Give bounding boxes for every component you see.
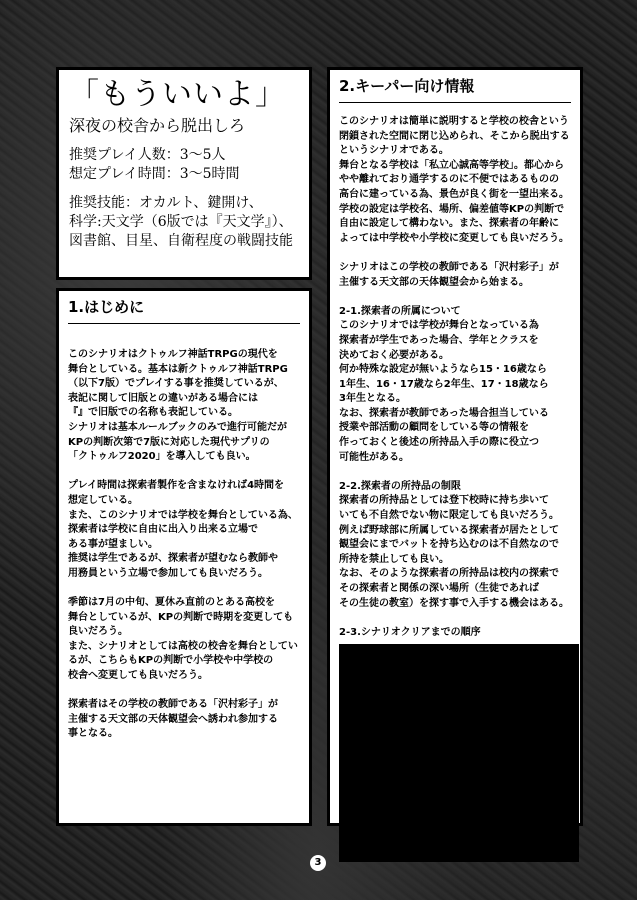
redacted-black-box bbox=[339, 644, 579, 862]
section-heading: 2.キーパー向け情報 bbox=[339, 76, 571, 103]
section-heading: 1.はじめに bbox=[68, 297, 300, 324]
section-keeper-info bbox=[327, 67, 583, 826]
recommended-skills-line-1: 推奨技能：オカルト、鍵開け、 bbox=[69, 195, 263, 211]
scenario-title: 「もういいよ」 bbox=[69, 77, 286, 112]
paragraph: 2-3.シナリオクリアまでの順序 bbox=[339, 626, 481, 638]
section-introduction bbox=[56, 288, 312, 826]
paragraph: 季節は7月の中旬、夏休み直前のとある高校を 舞台としているが、KPの判断で時期を変更しても 良いだろう。 また、シナリオとしては高校の校舎を舞台としてい るが、こちらもKPの判断で小学校や中学校の 校舎へ変更しても良いだろう。 bbox=[68, 597, 298, 682]
paragraph: 探索者はその学校の教師である「沢村彩子」が 主催する天文部の天体観望会へ誘われ参加する 事となる。 bbox=[68, 699, 278, 740]
paragraph: 2-2.探索者の所持品の制限 探索者の所持品としては登下校時に持ち歩いて いても不自然でない物に限定しても良いだろう。 例えば野球部に所属している探索者が居たとして 観望会にまでバットを持ち込むのは不自然なので 所持を禁止しても良い。 なお、そのような探索者の所持品は校内の探索で その探索者と関係の深い場所（生徒であれば その生徒の教室）を探す事で入手する機会はある。 bbox=[339, 480, 569, 609]
paragraph: このシナリオは簡単に説明すると学校の校舎という 閉鎖された空間に閉じ込められ、そこから脱出する というシナリオである。 舞台となる学校は「私立心誠高等学校」。都心から やや離れており通学するのに不便ではあるものの 高台に建っている為、景色が良く街を一望出来る。 学校の設定は学校名、場所、偏差値等KPの判断で 自由に設定して構わない。また、探索者の年齢に よっては中学校や小学校に変更しても良いだろう。 bbox=[339, 116, 570, 244]
page-number: 3 bbox=[310, 855, 326, 871]
title-panel bbox=[56, 67, 312, 280]
expected-playtime: 想定プレイ時間：3～5時間 bbox=[69, 166, 240, 182]
recommended-skills-line-3: 図書館、目星、自衛程度の戦闘技能 bbox=[69, 233, 293, 249]
paragraph: プレイ時間は探索者製作を含まなければ4時間を 想定している。 また、このシナリオでは学校を舞台としている為、 探索者は学校に自由に出入り出来る立場で ある事が望ましい。 推奨は学生であるが、探索者が望むなら教師や 用務員という立場で参加しても良いだろう。 bbox=[68, 480, 298, 579]
recommended-players: 推奨プレイ人数：3～5人 bbox=[69, 147, 226, 163]
scenario-subtitle: 深夜の校舎から脱出しろ bbox=[69, 116, 246, 135]
recommended-skills-line-2: 科学:天文学（6版では『天文学』）、 bbox=[69, 214, 293, 230]
paragraph: シナリオはこの学校の教師である「沢村彩子」が 主催する天文部の天体観望会から始まる。 bbox=[339, 261, 559, 288]
paragraph: 2-1.探索者の所属について このシナリオでは学校が舞台となっている為 探索者が学生であった場合、学年とクラスを 決めておく必要がある。 何か特殊な設定が無いようなら15・16歳なら 1年生、16・17歳なら2年生、17・18歳なら 3年生となる。 なお、探索者が教師であった場合担当している 授業や部活動の顧問をしている等の情報を 作っておくと後述の所持品入手の際に役立つ 可能性がある。 bbox=[339, 305, 549, 463]
paragraph: このシナリオはクトゥルフ神話TRPGの現代を 舞台としている。基本は新クトゥルフ神話TRPG （以下7版）でプレイする事を推奨しているが、 表記に関して旧版との違いがある場合には 『』で旧版での名称も表記している。 シナリオは基本ルールブックのみで進行可能だが KPの判断次第で7版に対応した現代サプリの 「クトゥルフ2020」を導入しても良い。 bbox=[68, 349, 288, 463]
